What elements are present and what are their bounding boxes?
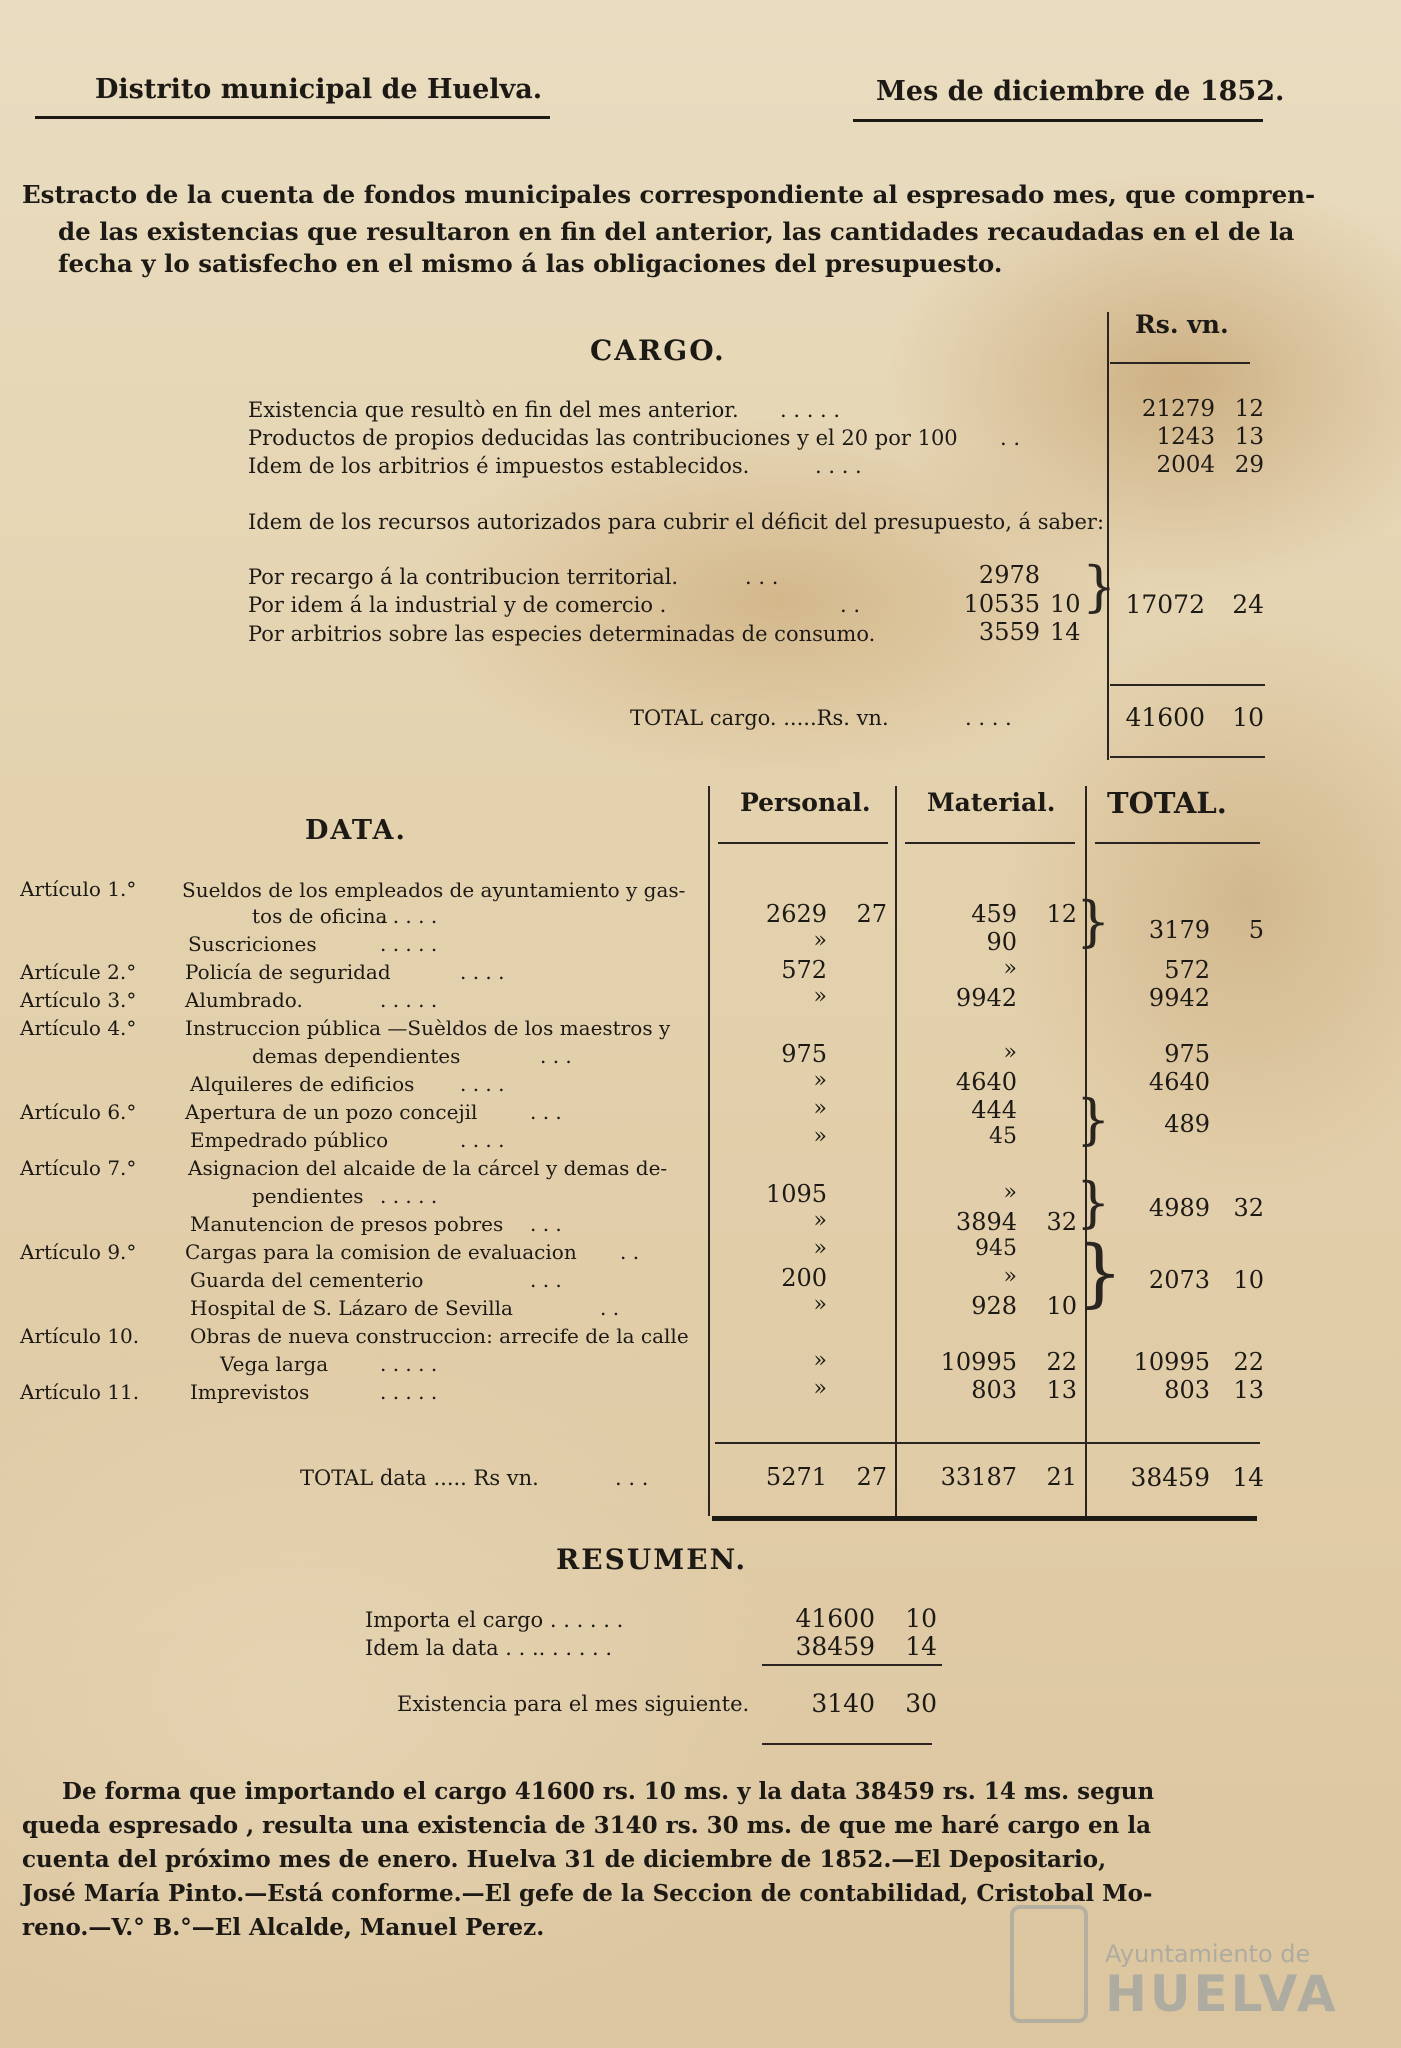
leader-dots: . . [620,1240,640,1264]
personal-value: » [813,1348,827,1373]
resumen-cargo-label: Importa el cargo . . . . . . [365,1608,624,1632]
personal-value: » [813,928,827,953]
leader-dots: . . . . [460,1128,505,1152]
brace-icon: } [1076,1171,1111,1234]
leader-dots: . . . . . [380,1184,438,1208]
cargo-total-label: TOTAL cargo. .....Rs. vn. [630,706,889,730]
data-row-label: Suscriciones [188,932,317,956]
recurso-label: Por arbitrios sobre las especies determinadas de consumo. [248,622,876,646]
leader-dots: . . . . [460,1072,505,1096]
material-value: 90 [986,928,1017,956]
cargo-row-amount: 21279 [1141,396,1215,422]
article-label: Artículo 3.° [20,988,137,1012]
resumen-cargo-amount: 41600 [795,1604,875,1633]
article-label: Artículo 1.° [20,877,137,901]
data-row-label: Empedrado público [190,1128,389,1152]
material-total: 33187 [940,1463,1017,1491]
cargo-total-rule-bottom [1110,756,1265,758]
leader-dots: . . . [530,1212,562,1236]
data-row-label: Sueldos de los empleados de ayuntamiento y gas- [182,878,686,902]
material-value: 45 [989,1124,1017,1149]
material-value: 803 [971,1376,1017,1404]
resumen-data-cents: 14 [905,1632,937,1661]
personal-value: » [813,1096,827,1121]
material-cents: 12 [1046,900,1077,928]
intro-line: Estracto de la cuenta de fondos municipales correspondiente al espresado mes, que compren- [22,180,1316,209]
closing-line: queda espresado , resulta una existencia de 3140 rs. 30 ms. de que me haré cargo en la [22,1812,1151,1839]
intro-line: fecha y lo satisfecho en el mismo á las obligaciones del presupuesto. [58,249,1003,278]
recursos-total-cents: 24 [1232,590,1264,619]
personal-value: » [813,1124,827,1149]
leader-dots: . . . [540,1044,572,1068]
recurso-amount: 10535 [963,590,1040,618]
total-value: 4989 [1148,1194,1210,1222]
material-cents: 32 [1046,1208,1077,1236]
material-value: 4640 [955,1068,1017,1096]
district-heading: Distrito municipal de Huelva. [95,74,543,105]
leader-dots: . . [1000,426,1021,450]
personal-value: 2629 [765,900,827,928]
leader-dots: . . . . [965,706,1012,730]
leader-dots: . . . . . [380,904,438,928]
material-value: » [1003,1264,1017,1289]
article-label: Artículo 10. [20,1324,140,1348]
cargo-currency-header: Rs. vn. [1135,310,1229,339]
leader-dots: . . . . [460,960,505,984]
cargo-total-amount: 41600 [1125,703,1205,732]
header-rule-left [35,116,550,119]
closing-line: reno.—V.° B.°—El Alcalde, Manuel Perez. [22,1914,545,1941]
article-label: Artículo 7.° [20,1156,137,1180]
watermark-line: HUELVA [1105,1965,1339,2023]
recursos-label: Idem de los recursos autorizados para cubrir el déficit del presupuesto, á saber: [248,510,1105,534]
personal-value: 572 [781,956,827,984]
material-cents: 22 [1046,1348,1077,1376]
material-value: 928 [971,1292,1017,1320]
closing-line: cuenta del próximo mes de enero. Huelva 31 de diciembre de 1852.—El Depositario, [22,1846,1107,1873]
brace-icon: } [1082,555,1117,618]
resumen-data-amount: 38459 [795,1632,875,1661]
leader-dots: . . . [530,1268,562,1292]
resumen-data-label: Idem la data . . .. . . . . . [365,1636,613,1660]
recurso-cents: 14 [1050,618,1081,646]
data-row-label: Hospital de S. Lázaro de Sevilla [190,1296,513,1320]
total-header-rule [1095,842,1260,844]
material-value: 945 [975,1236,1017,1261]
personal-value: » [813,1292,827,1317]
material-value: 444 [971,1096,1017,1124]
personal-value: » [813,1376,827,1401]
personal-value: » [813,1068,827,1093]
personal-value: 1095 [765,1180,827,1208]
personal-value: » [813,1236,827,1261]
resumen-existencia-cents: 30 [905,1689,937,1718]
data-row-label: pendientes [252,1184,364,1208]
cargo-row-cents: 13 [1234,424,1264,450]
resumen-existencia-label: Existencia para el mes siguiente. [397,1692,750,1716]
data-row-label: Manutencion de presos pobres [190,1212,504,1236]
header-total: TOTAL. [1107,786,1227,820]
resumen-cargo-cents: 10 [905,1604,937,1633]
material-value: » [1003,1180,1017,1205]
total-value: 3179 [1148,916,1210,944]
cargo-row-cents: 12 [1234,396,1264,422]
leader-dots: . . [600,1296,620,1320]
data-title: DATA. [305,815,407,846]
total-value: 9942 [1148,984,1210,1012]
month-heading: Mes de diciembre de 1852. [876,76,1285,107]
data-row-label: Cargas para la comision de evaluacion [185,1240,577,1264]
closing-line: De forma que importando el cargo 41600 rs. 10 ms. y la data 38459 rs. 14 ms. segun [62,1778,1155,1805]
leader-dots: . . . [530,1100,562,1124]
leader-dots: . . . . . [380,1352,438,1376]
leader-dots: . . . . . [380,932,438,956]
recurso-amount: 3559 [978,618,1040,646]
cargo-row-label: Existencia que resultò en fin del mes anterior. [248,398,739,422]
leader-dots: . . . . . [380,988,438,1012]
watermark-line: Ayuntamiento de [1105,1940,1311,1968]
material-total-cents: 21 [1046,1463,1077,1491]
recurso-amount: 2978 [978,561,1040,589]
personal-total-cents: 27 [856,1463,887,1491]
grand-total-cents: 14 [1232,1463,1264,1492]
cargo-title: CARGO. [590,334,726,367]
leader-dots: . . . [745,565,779,589]
article-label: Artículo 6.° [20,1100,137,1124]
personal-total: 5271 [765,1463,827,1491]
material-value: 9942 [955,984,1017,1012]
article-label: Artículo 11. [20,1380,140,1404]
cargo-row-cents: 29 [1234,452,1264,478]
cargo-row-amount: 1243 [1156,424,1215,450]
data-row-label: Guarda del cementerio [190,1268,424,1292]
spacer [1107,490,1109,491]
total-value: 803 [1164,1376,1210,1404]
article-label: Artículo 9.° [20,1240,137,1264]
leader-dots: . . . . [815,454,862,478]
data-row-label: Imprevistos [190,1380,310,1404]
total-cents: 10 [1233,1266,1264,1294]
cargo-row-amount: 2004 [1156,452,1215,478]
data-row-label: tos de oficina [252,904,388,928]
total-value: 10995 [1133,1348,1210,1376]
article-label: Artículo 4.° [20,1016,137,1040]
leader-dots: . . . . . [380,1380,438,1404]
cargo-column-rule [1107,312,1109,760]
data-row-label: Instruccion pública —Suèldos de los maestros y [185,1016,671,1040]
cargo-row-label: Productos de propios deducidas las contribuciones y el 20 por 100 [248,426,958,450]
total-cents: 22 [1233,1348,1264,1376]
total-cents: 32 [1233,1194,1264,1222]
data-total-rule-bottom [712,1516,1257,1521]
cargo-header-rule [1110,362,1250,364]
data-row-label: Alumbrado. [185,988,303,1012]
material-cents: 13 [1046,1376,1077,1404]
material-cents: 10 [1046,1292,1077,1320]
header-material: Material. [927,788,1056,817]
cargo-total-rule [1110,684,1265,686]
crest-logo [1010,1905,1088,2023]
personal-value: » [813,984,827,1009]
personal-value: 200 [781,1264,827,1292]
total-cents: 5 [1248,916,1264,944]
grand-total: 38459 [1130,1463,1210,1492]
personal-value: » [813,1208,827,1233]
data-column-rule [895,786,897,1516]
header-personal: Personal. [740,788,871,817]
brace-icon: } [1076,1230,1124,1316]
data-row-label: demas dependientes [252,1044,461,1068]
total-value: 489 [1164,1110,1210,1138]
total-value: 2073 [1148,1266,1210,1294]
material-value: 3894 [955,1208,1017,1236]
resumen-rule [762,1664,942,1666]
personal-value: 975 [781,1040,827,1068]
leader-dots: . . . . . [780,398,841,422]
data-row-label: Obras de nueva construccion: arrecife de la calle [190,1324,689,1348]
recursos-total-amount: 17072 [1125,590,1205,619]
data-total-label: TOTAL data ..... Rs vn. [300,1466,539,1490]
leader-dots: . . . [615,1466,649,1490]
material-value: 10995 [940,1348,1017,1376]
data-row-label: Vega larga [220,1352,329,1376]
material-header-rule [905,842,1075,844]
header-rule-right [853,119,1263,122]
data-row-label: Policía de seguridad [185,960,391,984]
recurso-label: Por recargo á la contribucion territorial. [248,565,679,589]
data-total-rule [715,1442,1260,1444]
resumen-existencia-amount: 3140 [811,1689,875,1718]
data-row-label: Apertura de un pozo concejil [185,1100,478,1124]
resumen-rule-bottom [762,1743,932,1745]
total-value: 572 [1164,956,1210,984]
recurso-label: Por idem á la industrial y de comercio . [248,593,667,617]
data-row-label: Alquileres de edificios [190,1072,415,1096]
resumen-title: RESUMEN. [556,1543,748,1576]
brace-icon: } [1076,1088,1111,1151]
cargo-row-label: Idem de los arbitrios é impuestos establecidos. [248,454,750,478]
material-value: 459 [971,900,1017,928]
total-value: 4640 [1148,1068,1210,1096]
brace-icon: } [1076,890,1111,953]
recurso-cents: 10 [1050,590,1081,618]
leader-dots: . . [840,593,861,617]
personal-cents: 27 [856,900,887,928]
material-value: » [1003,1040,1017,1065]
total-value: 975 [1164,1040,1210,1068]
personal-header-rule [718,842,888,844]
total-cents: 13 [1233,1376,1264,1404]
data-row-label: Asignacion del alcaide de la cárcel y demas de- [188,1156,668,1180]
article-label: Artícule 2.° [20,960,137,984]
cargo-total-cents: 10 [1232,703,1264,732]
material-value: » [1003,956,1017,981]
intro-line: de las existencias que resultaron en fin del anterior, las cantidades recaudadas en el de la [58,217,1295,246]
data-column-rule [708,786,710,1516]
closing-line: José María Pinto.—Está conforme.—El gefe de la Seccion de contabilidad, Cristobal Mo- [22,1880,1153,1907]
